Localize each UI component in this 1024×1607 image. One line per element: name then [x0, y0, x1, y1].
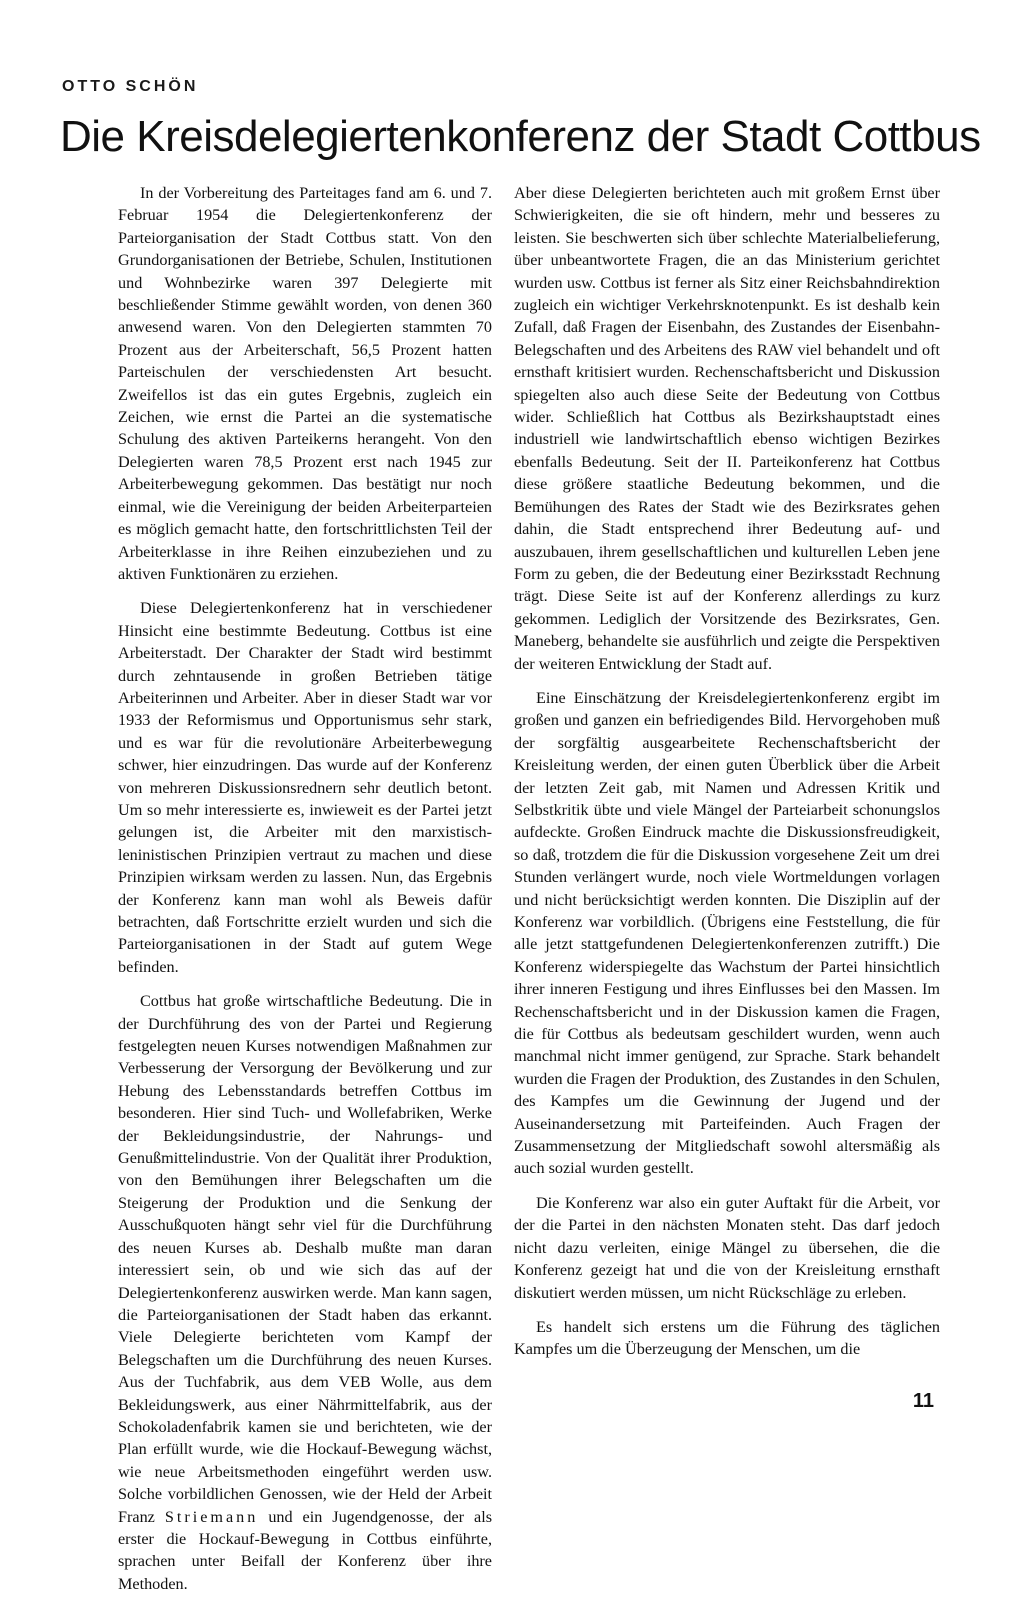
paragraph-text: Cottbus hat große wirtschaftliche Bedeutung. Die in der Durchführung des von der Partei und Regierung festgelegten neuen Kurses notwendigen Maßnahmen zur Verbesserung der Versorgung der Bevölkerung und zur Hebung des Lebensstandards betreffen Cottbus im besonderen. Hier sind Tuch- und Wollefabriken, Werke der Bekleidungsindustrie, der Nahrungs- und Genußmittelindustrie. Von der Qualität ihrer Produktion, von den Bemühungen ihrer Belegschaften um die Steigerung der Produktion und die Senkung der Ausschußquoten hängt sehr viel für die Durchführung des neuen Kurses ab. Deshalb mußte man daran interessiert sein, ob und wie sich das auf der Delegiertenkonferenz auswirken werde. Man kann sagen, die Parteiorganisationen der Stadt haben das erkannt. Viele Delegierte berichteten vom Kampf der Belegschaften um die Durchführung des neuen Kurses. Aus der Tuchfabrik, aus dem VEB Wolle, aus dem Bekleidungswerk, aus einer Nährmittelfabrik, aus der Schokoladenfabrik kamen sie und berichteten, wie der Plan erfüllt wurde, wie die Hockauf-Bewegung wächst, wie neue Arbeitsmethoden eingeführt werden usw. Solche vorbildlichen Genossen, wie der Held der Arbeit Franz — [118, 992, 492, 1526]
paragraph: Eine Einschätzung der Kreisdelegiertenkonferenz ergibt im großen und ganzen ein befriedigendes Bild. Hervorgehoben muß der sorgfältig ausgearbeitete Rechenschaftsbericht der Kreisleitung werden, der einen guten Überblick über die Arbeit der letzten Zeit gab, mit Namen und Adressen Kritik und Selbstkritik übte und viele Mängel der Parteiarbeit schonungslos aufdeckte. Großen Eindruck machte die Diskussionsfreudigkeit, so daß, trotzdem die für die Diskussion vorgesehene Zeit um drei Stunden verlängert wurde, noch viele Wortmeldungen vorlagen und nicht berücksichtigt werden konnten. Die Disziplin auf der Konferenz war vorbildlich. (Übrigens eine Feststellung, die für alle jetzt stattgefundenen Delegiertenkonferenzen zutrifft.) Die Konferenz widerspiegelte das Wachstum der Partei hinsichtlich ihrer inneren Festigung und ihres Einflusses bei den Massen. Im Rechenschaftsbericht und in der Diskussion kamen die Fragen, die für Cottbus als bedeutsam geschildert wurden, wenn auch manchmal nicht immer genügend, zur Sprache. Stark behandelt wurden die Fragen der Produktion, des Zustandes in den Schulen, des Kampfes um die Gewinnung der Jugend und der Auseinandersetzung mit Parteifeinden. Auch Fragen der Zusammensetzung der Mitgliedschaft sowohl altersmäßig als auch sozial wurden gestellt. — [514, 688, 940, 1178]
article-title: Die Kreisdelegiertenkonferenz der Stadt Cottbus — [60, 112, 981, 161]
paragraph: Aber diese Delegierten berichteten auch mit großem Ernst über Schwierigkeiten, die sie oft hindern, mehr und besseres zu leisten. Sie beschwerten sich über schlechte Materialbelieferung, über unbeantwortete Fragen, die an das Ministerium gerichtet wurden usw. Cottbus ist ferner als Sitz einer Reichsbahndirektion zugleich ein wichtiger Verkehrsknotenpunkt. Es ist deshalb kein Zufall, daß Fragen der Eisenbahn, des Zustandes der Eisenbahn-Belegschaften und des Arbeitens des RAW viel behandelt und oft ernsthaft kritisiert wurden. Rechenschaftsbericht und Diskussion spiegelten also auch diese Seite der Bedeutung von Cottbus wider. Schließlich hat Cottbus als Bezirkshauptstadt eines industriell wie landwirtschaftlich ebenso wichtigen Bezirkes ebenfalls Bedeutung. Seit der II. Parteikonferenz hat Cottbus diese größere staatliche Bedeutung bekommen, und die Bemühungen des Rates der Stadt wie des Bezirksrates gehen dahin, die Stadt entsprechend ihrer Bedeutung auf- und auszubauen, ihrem gesellschaftlichen und kulturellen Leben jene Form zu geben, die der Bedeutung einer Bezirksstadt Rechnung trägt. Diese Seite ist auf der Konferenz allerdings zu kurz gekommen. Lediglich der Vorsitzende des Bezirksrates, Gen. Maneberg, behandelte sie ausführlich und zeigte die Perspektiven der weiteren Entwicklung der Stadt auf. — [514, 184, 940, 673]
right-column — [514, 182, 940, 1373]
page-number: 11 — [912, 1390, 934, 1412]
person-name: Striemann — [164, 1507, 259, 1526]
paragraph — [118, 990, 492, 1595]
paragraph: Es handelt sich erstens um die Führung des täglichen Kampfes um die Überzeugung der Menschen, um die — [514, 1317, 940, 1359]
paragraph: In der Vorbereitung des Parteitages fand am 6. und 7. Februar 1954 die Delegiertenkonferenz der Parteiorganisation der Stadt Cottbus statt. Von den Grundorganisationen der Betriebe, Schulen, Institutionen und Wohnbezirke waren 397 Delegierte mit beschließender Stimme gewählt worden, von denen 360 anwesend waren. Von den Delegierten stammten 70 Prozent aus der Arbeiterschaft, 56,5 Prozent hatten Parteischulen der verschiedensten Art besucht. Zweifellos ist das ein gutes Ergebnis, zugleich ein Zeichen, wie ernst die Partei an die systematische Schulung des aktiven Parteikerns herangeht. Von den Delegierten waren 78,5 Prozent erst nach 1945 zur Arbeiterbewegung gekommen. Das bestätigt nur noch einmal, wie die Vereinigung der beiden Arbeiterparteien es möglich gemacht hatte, den fortschrittlichsten Teil der Arbeiterklasse in ihre Reihen einzubeziehen und zu aktiven Funktionären zu erziehen. — [118, 184, 492, 583]
paragraph-text: und ein Jugendgenosse, der als erster die Hockauf-Bewegung in Cottbus einführte, sprachen unter Beifall der Konferenz über ihre Methoden. — [118, 1507, 492, 1593]
left-column — [118, 182, 492, 1607]
author-name: OTTO SCHÖN — [62, 78, 199, 95]
paragraph: Diese Delegiertenkonferenz hat in verschiedener Hinsicht eine bestimmte Bedeutung. Cottbus ist eine Arbeiterstadt. Der Charakter der Stadt wird bestimmt durch zehntausende in großen Betrieben tätige Arbeiterinnen und Arbeiter. Aber in dieser Stadt war vor 1933 der Reformismus und Opportunismus sehr stark, und es war für die revolutionäre Arbeiterbewegung schwer, hier einzudringen. Das wurde auf der Konferenz von mehreren Diskussionsrednern sehr deutlich betont. Um so mehr interessierte es, inwieweit es der Partei jetzt gelungen ist, die Arbeiter mit den marxistisch-leninistischen Prinzipien vertraut zu machen und diese Prinzipien wirksam werden zu lassen. Nun, das Ergebnis der Konferenz kann man wohl als Beweis dafür betrachten, daß Fortschritte erzielt wurden und sich die Parteiorganisationen in der Stadt auf gutem Wege befinden. — [118, 599, 492, 976]
paragraph: Die Konferenz war also ein guter Auftakt für die Arbeit, vor der die Partei in den nächsten Monaten steht. Das darf jedoch nicht dazu verleiten, einige Mängel zu übersehen, die die Konferenz gezeigt hat und die von der Kreisleitung ernsthaft diskutiert werden müssen, um nicht Rückschläge zu erleben. — [514, 1193, 940, 1302]
